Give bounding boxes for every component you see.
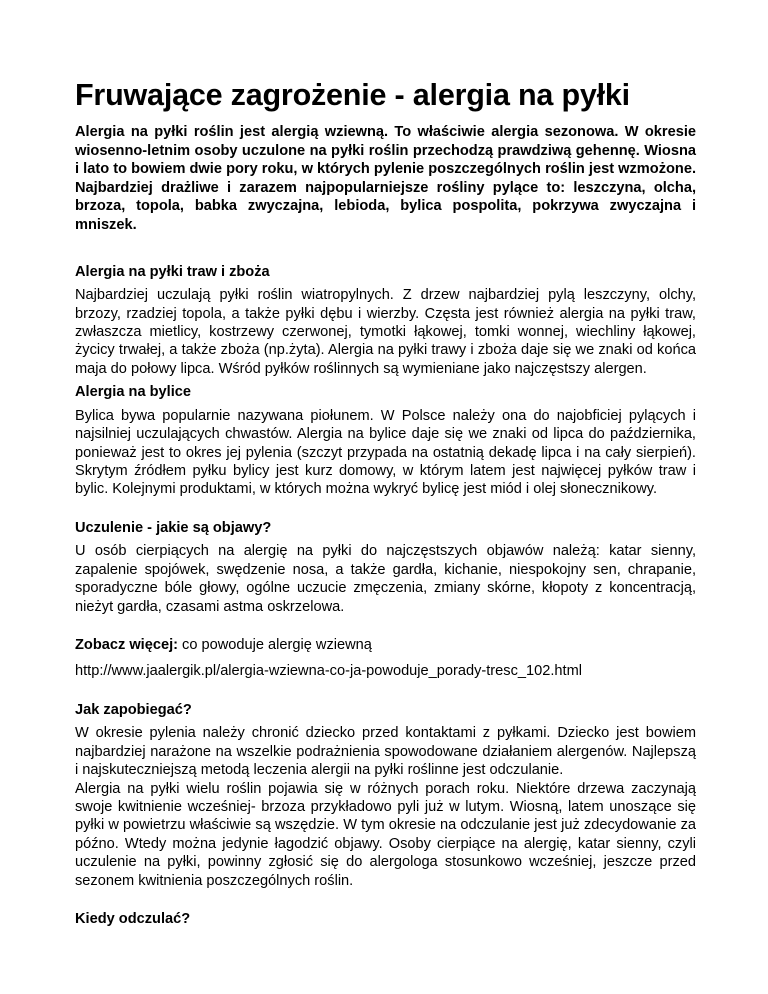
- paragraph-mugwort-allergy: Bylica bywa popularnie nazywana piołunem. W Polsce należy ona do najobficiej pylących i najsilniej uczulających chwastów. Alergia na bylice daje się we znaki od lipca do października, ponieważ jest to okres jej pylenia (szczyt przypada na ostatnią dekadę lipca i na cały sierpień). Skrytym źródłem pyłku bylicy jest kurz domowy, w którym latem jest najwięcej pyłków traw i bylic. Kolejnymi produktami, w których można wykryć bylicę jest miód i olej słonecznikowy.: [75, 407, 696, 498]
- see-also-text: co powoduje alergię wziewną: [178, 637, 372, 654]
- paragraph-prevention-2: Alergia na pyłki wielu roślin pojawia się w różnych porach roku. Niektóre drzewa zaczynają swoje kwitnienie wcześniej- brzoza przykładowo pyli już w lutym. Wiosną, latem unoszące się pyłki w powietrzu właściwie są wszędzie. W tym okresie na odczulanie jest już zdecydowanie za późno. Wtedy można jedynie łagodzić objawy. Osoby cierpiące na alergię, katar sienny, czyli uczulenie na pyłki, powinny zgłosić się do alergologa stosunkowo wcześniej, jeszcze przed sezonem kwitnienia poszczególnych roślin.: [75, 780, 696, 889]
- spacer: [75, 616, 696, 636]
- see-also-url: http://www.jaalergik.pl/alergia-wziewna-co-ja-powoduje_porady-tresc_102.html: [75, 663, 582, 680]
- see-also-label: Zobacz więcej:: [75, 637, 178, 654]
- heading-grass-allergy: Alergia na pyłki traw i zboża: [75, 263, 270, 280]
- spacer: [75, 681, 696, 701]
- spacer: [75, 890, 696, 910]
- see-also-line: [75, 636, 696, 654]
- paragraph-symptoms: U osób cierpiących na alergię na pyłki do najczęstszych objawów należą: katar sienny, zapalenie spojówek, swędzenie nosa, a także gardła, kichanie, niespokojny sen, chrapanie, sporadyczne bóle głowy, ogólne uczucie zmęczenia, zmiany skórne, kłopoty z koncentracją, nieżyt gardła, czasami astma oskrzelowa.: [75, 543, 696, 615]
- spacer: [75, 654, 696, 662]
- lead-paragraph: Alergia na pyłki roślin jest alergią wziewną. To właściwie alergia sezonowa. W okresie wiosenno-letnim osoby uczulone na pyłki roślin przechodzą prawdziwą gehennę. Wiosna i lato to bowiem dwie pory roku, w których pylenie poszczególnych roślin jest wzmożone. Najbardziej drażliwe i zarazem najpopularniejsze rośliny pylące to: leszczyna, olcha, brzoza, topola, babka zwyczajna, lebioda, bylica pospolita, pokrzywa zwyczajna i mniszek.: [75, 124, 696, 233]
- heading-when-desensitize: Kiedy odczulać?: [75, 911, 191, 928]
- paragraph-prevention-1: W okresie pylenia należy chronić dziecko przed kontaktami z pyłkami. Dziecko jest bowiem najbardziej narażone na wszelkie podrażnienia spowodowane działaniem alergenów. Najlepszą i najskuteczniejszą metodą leczenia alergii na pyłki roślinne jest odczulanie.: [75, 725, 696, 779]
- paragraph-grass-allergy: Najbardziej uczulają pyłki roślin wiatropylnych. Z drzew najbardziej pylą leszczyny, olchy, brzozy, rzadziej topola, a także pyłki dębu i wierzby. Częsta jest również alergia na pyłki traw, zwłaszcza mietlicy, kostrzewy czerwonej, tymotki łąkowej, tomki wonnej, wiechliny łąkowej, życicy trwałej, a także zboża (np.żyta). Alergia na pyłki trawy i zboża daje się we znaki od końca maja do połowy lipca. Wśród pyłków roślinnych są wymieniane jako najczęstszy alergen.: [75, 287, 696, 377]
- heading-symptoms: Uczulenie - jakie są objawy?: [75, 519, 272, 536]
- spacer: [75, 235, 696, 263]
- document-page: [75, 76, 696, 929]
- spacer: [75, 499, 696, 519]
- heading-mugwort-allergy: Alergia na bylice: [75, 384, 191, 401]
- page-title: Fruwające zagrożenie - alergia na pyłki: [75, 78, 630, 112]
- heading-prevention: Jak zapobiegać?: [75, 701, 192, 718]
